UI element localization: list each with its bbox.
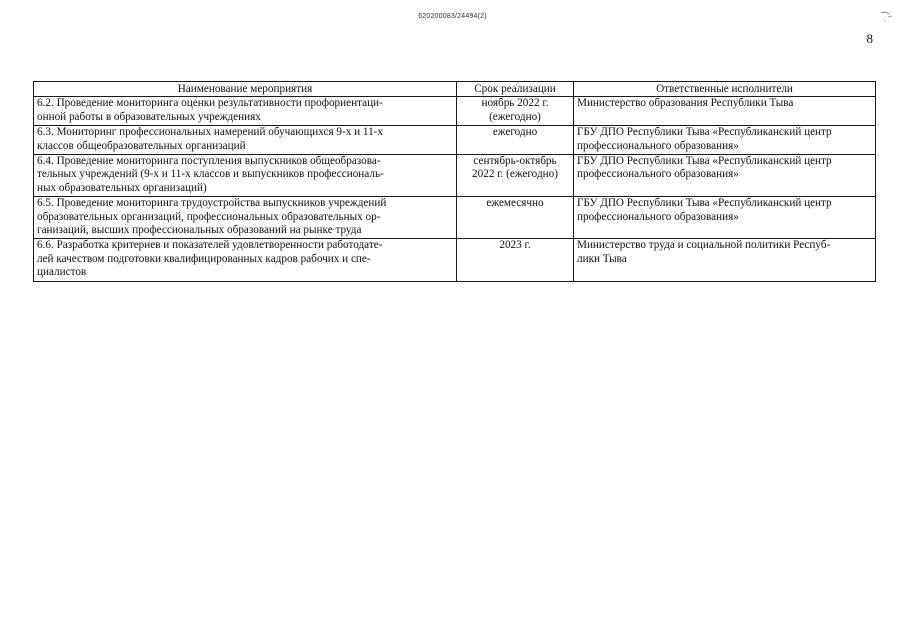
scan-artifact-mark (879, 10, 895, 24)
column-header-term: Срок реализации (457, 82, 574, 97)
column-header-executors: Ответственные исполнители (574, 82, 876, 97)
executors-cell: Министерство труда и социальной политики Респуб- лики Тыва (574, 239, 876, 281)
term-cell: ноябрь 2022 г. (ежегодно) (457, 97, 574, 126)
measure-name-cell: 6.5. Проведение мониторинга трудоустройства выпускников учреждений образовательных организаций, профессиональных образовательных ор- ганизаций, высших профессиональных образований на рынке труда (34, 197, 457, 239)
table-header-row (34, 82, 876, 97)
term-cell: ежемесячно (457, 197, 574, 239)
term-cell: ежегодно (457, 126, 574, 155)
executors-cell: ГБУ ДПО Республики Тыва «Республиканский центр профессионального образования» (574, 126, 876, 155)
document-code: 620200083/24494(2) (418, 13, 487, 20)
executors-cell: ГБУ ДПО Республики Тыва «Республиканский центр профессионального образования» (574, 197, 876, 239)
table-row (34, 97, 876, 126)
executors-cell: ГБУ ДПО Республики Тыва «Республиканский центр профессионального образования» (574, 155, 876, 197)
page-number: 8 (866, 31, 873, 46)
executors-cell: Министерство образования Республики Тыва (574, 97, 876, 126)
table-row (34, 155, 876, 197)
measure-name-cell: 6.4. Проведение мониторинга поступления выпускников общеобразова- тельных учреждений (9-х и 11-х классов и выпускников профессиональ- ных образовательных организаций) (34, 155, 457, 197)
table-row (34, 126, 876, 155)
table-row (34, 197, 876, 239)
term-cell: 2023 г. (457, 239, 574, 281)
table-row (34, 239, 876, 281)
term-cell: сентябрь-октябрь 2022 г. (ежегодно) (457, 155, 574, 197)
column-header-name: Наименование мероприятия (34, 82, 457, 97)
measures-table (33, 81, 876, 282)
measure-name-cell: 6.6. Разработка критериев и показателей удовлетворенности работодате- лей качеством подготовки квалифицированных кадров рабочих и спе- циалистов (34, 239, 457, 281)
measure-name-cell: 6.3. Мониторинг профессиональных намерений обучающихся 9-х и 11-х классов общеобразовательных организаций (34, 126, 457, 155)
measure-name-cell: 6.2. Проведение мониторинга оценки результативности профориентаци- онной работы в образовательных учреждениях (34, 97, 457, 126)
